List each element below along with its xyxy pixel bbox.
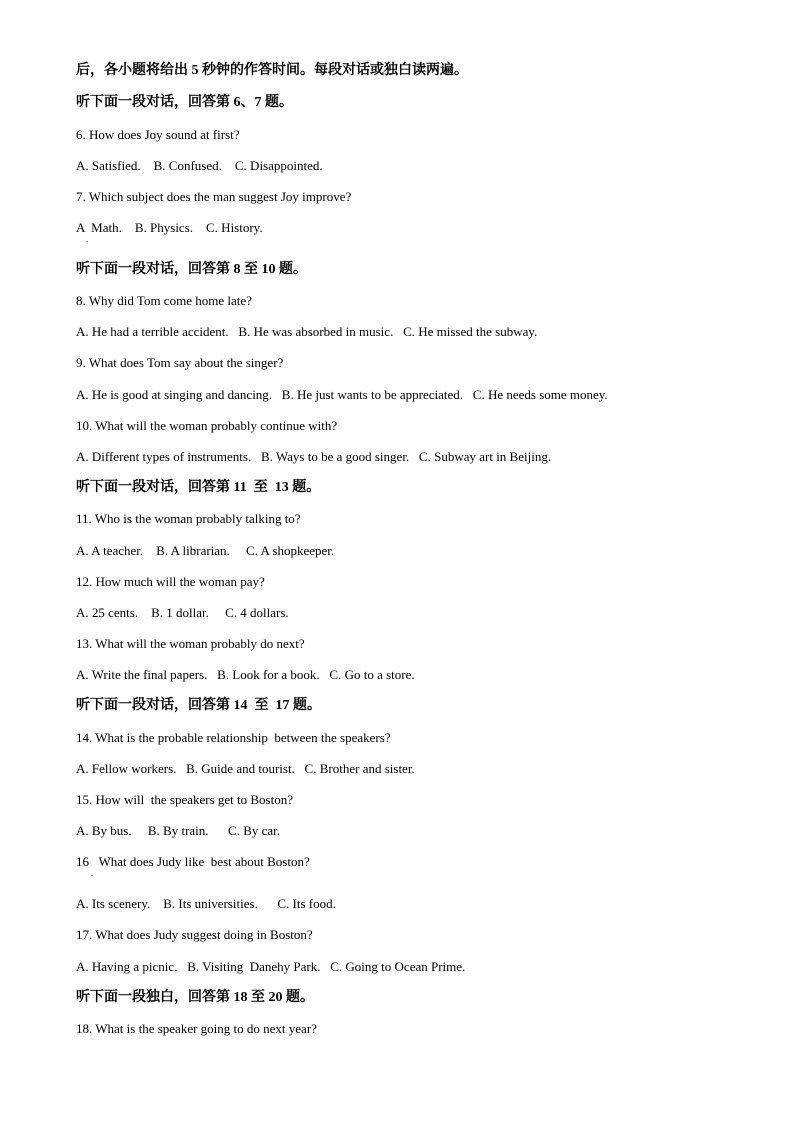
section-heading: 听下面一段对话，回答第 8 至 10 题。 <box>76 262 307 277</box>
options-8: A. He had a terrible accident. B. He was absorbed in music. C. He missed the subway. <box>76 324 538 339</box>
question-14: 14. What is the probable relationship between the speakers? <box>76 730 391 745</box>
decimal-dot-mark: . <box>91 869 93 878</box>
options-15: A. By bus. B. By train. C. By car. <box>76 823 281 838</box>
section-instruction: 后，各小题将给出 5 秒钟的作答时间。每段对话或独白读两遍。 <box>76 63 468 78</box>
question-8: 8. Why did Tom come home late? <box>76 293 252 308</box>
section-heading: 听下面一段对话，回答第 14 至 17 题。 <box>76 698 321 713</box>
options-12: A. 25 cents. B. 1 dollar. C. 4 dollars. <box>76 605 289 620</box>
options-11: A. A teacher. B. A librarian. C. A shopkeeper. <box>76 543 335 558</box>
options-14: A. Fellow workers. B. Guide and tourist. C. Brother and sister. <box>76 761 415 776</box>
question-11: 11. Who is the woman probably talking to? <box>76 511 301 526</box>
options-7: A Math. B. Physics. C. History. <box>76 220 263 235</box>
question-15: 15. How will the speakers get to Boston? <box>76 792 293 807</box>
question-16: 16 What does Judy like best about Boston? <box>76 854 310 869</box>
section-heading: 听下面一段对话，回答第 6、7 题。 <box>76 95 293 110</box>
options-17: A. Having a picnic. B. Visiting Danehy Park. C. Going to Ocean Prime. <box>76 959 466 974</box>
options-13: A. Write the final papers. B. Look for a book. C. Go to a store. <box>76 667 415 682</box>
options-6: A. Satisfied. B. Confused. C. Disappointed. <box>76 158 323 173</box>
section-heading: 听下面一段对话，回答第 11 至 13 题。 <box>76 480 321 495</box>
question-10: 10. What will the woman probably continue with? <box>76 418 338 433</box>
question-6: 6. How does Joy sound at first? <box>76 127 240 142</box>
question-17: 17. What does Judy suggest doing in Boston? <box>76 927 313 942</box>
question-12: 12. How much will the woman pay? <box>76 574 265 589</box>
question-13: 13. What will the woman probably do next? <box>76 636 305 651</box>
question-9: 9. What does Tom say about the singer? <box>76 355 284 370</box>
options-16: A. Its scenery. B. Its universities. C. Its food. <box>76 896 336 911</box>
question-7: 7. Which subject does the man suggest Joy improve? <box>76 189 352 204</box>
options-9: A. He is good at singing and dancing. B. He just wants to be appreciated. C. He needs some money. <box>76 387 608 402</box>
section-heading: 听下面一段独白，回答第 18 至 20 题。 <box>76 990 314 1005</box>
options-10: A. Different types of instruments. B. Ways to be a good singer. C. Subway art in Beijing. <box>76 449 552 464</box>
question-18: 18. What is the speaker going to do next year? <box>76 1021 317 1036</box>
decimal-dot-mark: . <box>86 235 88 244</box>
